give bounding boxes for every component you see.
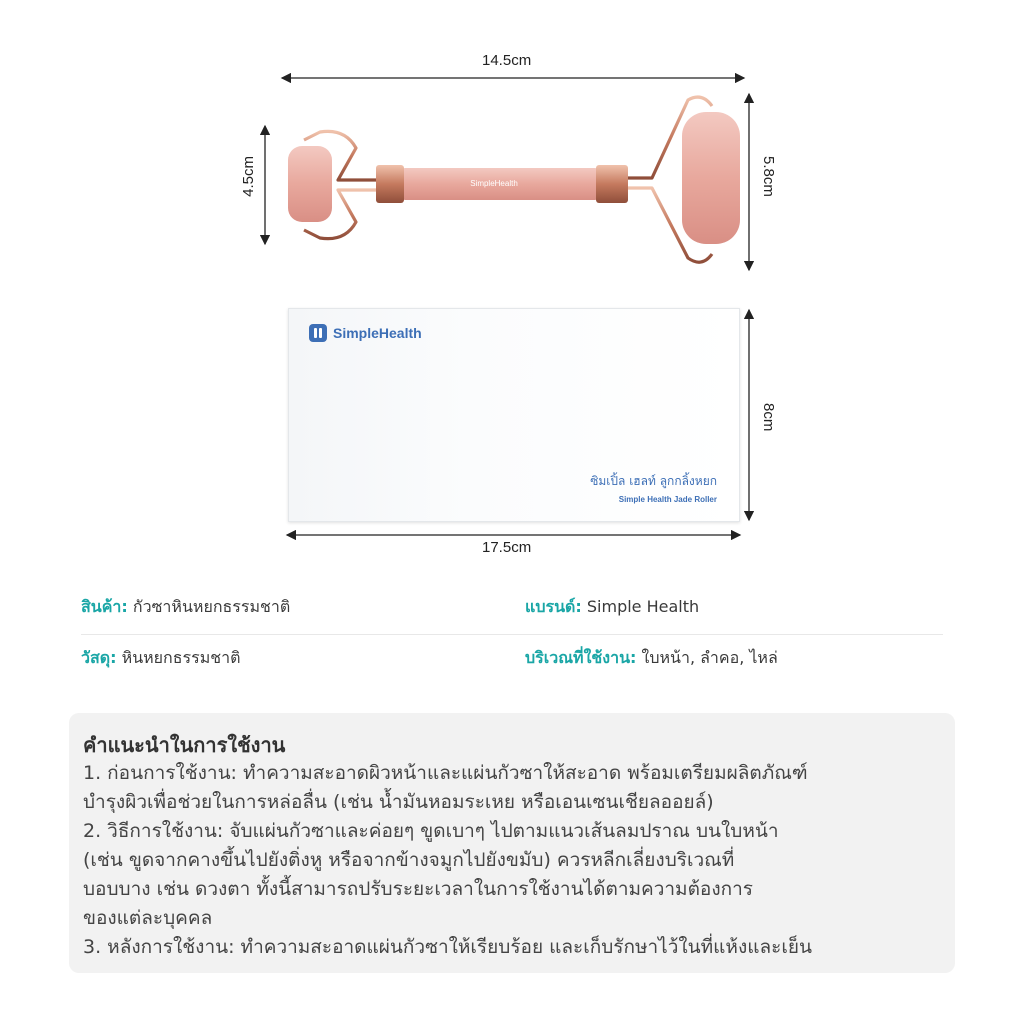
- product-label: สินค้า:: [81, 597, 128, 616]
- roller-engraving: SimpleHealth: [470, 179, 518, 188]
- handle-ferrule-right: [596, 165, 628, 203]
- roller-width-label: 14.5cm: [482, 52, 532, 69]
- small-stone-roller: [288, 146, 332, 222]
- instruction-line: บำรุงผิวเพื่อช่วยในการหล่อลื่น (เช่น น้ำมันหอมระเหย หรือเอนเซนเชียลออยล์): [83, 791, 714, 813]
- product-box: [288, 308, 740, 522]
- simplehealth-logo-icon: [309, 324, 327, 342]
- instructions-body: [83, 759, 953, 962]
- instructions-title: คำแนะนำในการใช้งาน: [83, 733, 286, 757]
- box-brand-name: SimpleHealth: [333, 325, 422, 341]
- product-value: กัวซาหินหยกธรรมชาติ: [132, 597, 291, 616]
- instructions-panel: [69, 713, 955, 973]
- instruction-line: ของแต่ละบุคคล: [83, 907, 213, 929]
- instruction-line: (เช่น ขูดจากคางขึ้นไปยังติ่งหู หรือจากข้างจมูกไปยังขมับ) ควรหลีกเลี่ยงบริเวณที่: [83, 849, 735, 871]
- usage-area-value: ใบหน้า, ลำคอ, ไหล่: [641, 648, 778, 667]
- handle-ferrule-left: [376, 165, 404, 203]
- usage-area-label: บริเวณที่ใช้งาน:: [525, 648, 637, 667]
- small-roller-height-label: 4.5cm: [240, 156, 257, 197]
- brand-label: แบรนด์:: [525, 597, 582, 616]
- info-row-2: [81, 646, 943, 696]
- box-height-label: 8cm: [760, 403, 777, 432]
- instruction-line: 1. ก่อนการใช้งาน: ทำความสะอาดผิวหน้าและแผ่นกัวซาให้สะอาด พร้อมเตรียมผลิตภัณฑ์: [83, 762, 808, 784]
- box-brand: [309, 324, 422, 342]
- box-thai-product-name: ซิมเปิ้ล เฮลท์ ลูกกลิ้งหยก: [590, 474, 717, 488]
- box-english-product-name: Simple Health Jade Roller: [618, 495, 717, 504]
- instruction-line: บอบบาง เช่น ดวงตา ทั้งนี้สามารถปรับระยะเวลาในการใช้งานได้ตามความต้องการ: [83, 878, 753, 900]
- box-width-label: 17.5cm: [482, 539, 532, 556]
- material-value: หินหยกธรรมชาติ: [121, 648, 241, 667]
- large-roller-height-label: 5.8cm: [760, 156, 777, 197]
- large-stone-roller: [682, 112, 740, 244]
- info-row-1: [81, 595, 943, 645]
- instruction-line: 2. วิธีการใช้งาน: จับแผ่นกัวซาและค่อยๆ ขูดเบาๆ ไปตามแนวเส้นลมปราณ บนใบหน้า: [83, 820, 779, 842]
- brand-value: Simple Health: [586, 597, 700, 616]
- info-divider: [81, 634, 943, 635]
- material-label: วัสดุ:: [81, 648, 117, 667]
- instruction-line: 3. หลังการใช้งาน: ทำความสะอาดแผ่นกัวซาให้เรียบร้อย และเก็บรักษาไว้ในที่แห้งและเย็น: [83, 936, 812, 958]
